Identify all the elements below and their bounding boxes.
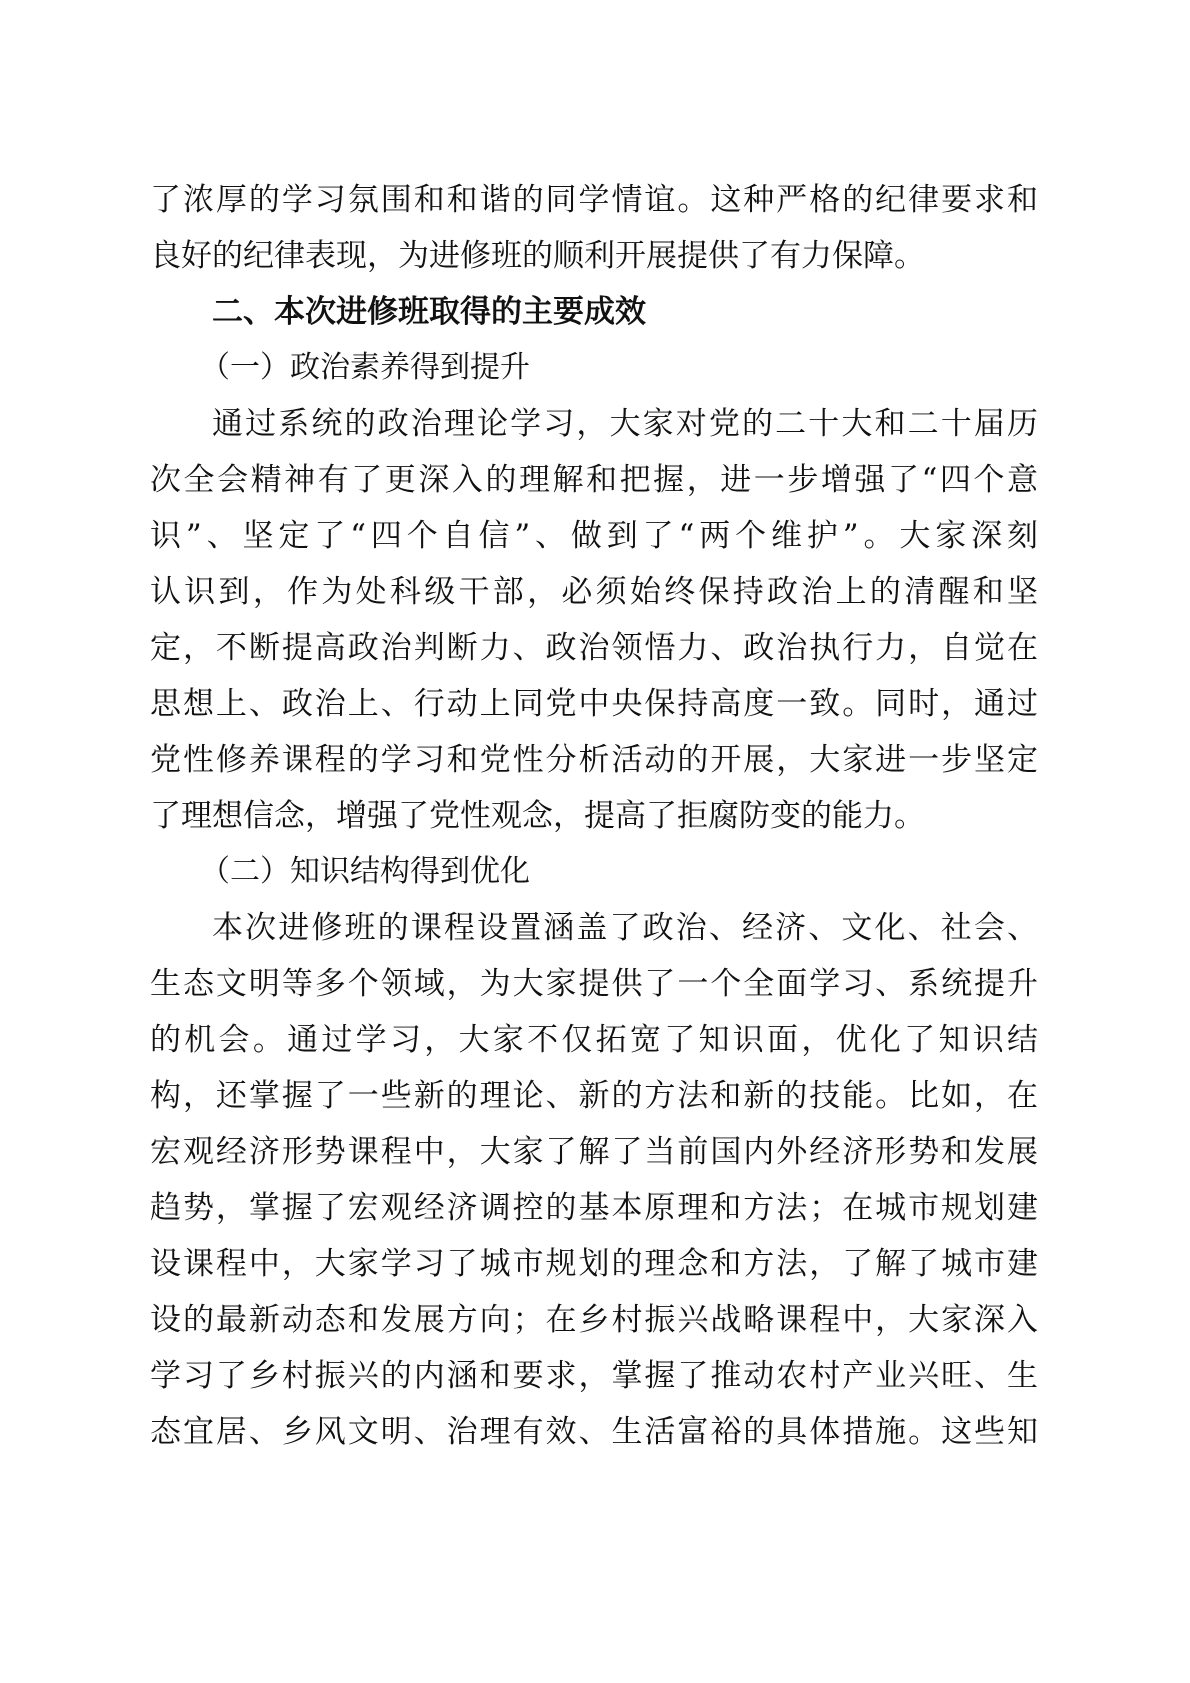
paragraph-line: 了理想信念，增强了党性观念，提高了拒腐防变的能力。 xyxy=(150,798,925,834)
document-page xyxy=(150,172,1038,1460)
paragraph-line: 态宜居、乡风文明、治理有效、生活富裕的具体措施。这些知 xyxy=(150,1414,1038,1450)
paragraph-line: 通过系统的政治理论学习，大家对党的二十大和二十届历 xyxy=(212,406,1038,442)
paragraph-line: 认识到，作为处科级干部，必须始终保持政治上的清醒和坚 xyxy=(150,574,1038,610)
paragraph-line: 宏观经济形势课程中，大家了解了当前国内外经济形势和发展 xyxy=(150,1134,1038,1170)
paragraph-line: 设课程中，大家学习了城市规划的理念和方法，了解了城市建 xyxy=(150,1246,1038,1282)
knowledge-structure-paragraph xyxy=(150,900,1038,1460)
paragraph-line: 本次进修班的课程设置涵盖了政治、经济、文化、社会、 xyxy=(212,910,1038,946)
paragraph-line: 学习了乡村振兴的内涵和要求，掌握了推动农村产业兴旺、生 xyxy=(150,1358,1038,1394)
paragraph-line: 设的最新动态和发展方向；在乡村振兴战略课程中，大家深入 xyxy=(150,1302,1038,1338)
paragraph-line: 党性修养课程的学习和党性分析活动的开展，大家进一步坚定 xyxy=(150,742,1038,778)
paragraph-line: 构，还掌握了一些新的理论、新的方法和新的技能。比如，在 xyxy=(150,1078,1038,1114)
paragraph-line: 次全会精神有了更深入的理解和把握，进一步增强了“四个意 xyxy=(150,462,1038,498)
intro-paragraph xyxy=(150,172,1038,284)
section-heading: 二、本次进修班取得的主要成效 xyxy=(212,294,646,330)
paragraph-line: 的机会。通过学习，大家不仅拓宽了知识面，优化了知识结 xyxy=(150,1022,1038,1058)
paragraph-line: 生态文明等多个领域，为大家提供了一个全面学习、系统提升 xyxy=(150,966,1038,1002)
subsection-heading xyxy=(150,340,1038,396)
paragraph-line: 识”、坚定了“四个自信”、做到了“两个维护”。大家深刻 xyxy=(150,518,1038,554)
political-literacy-paragraph xyxy=(150,396,1038,844)
paragraph-line: 定，不断提高政治判断力、政治领悟力、政治执行力，自觉在 xyxy=(150,630,1038,666)
subsection-heading-text: （一）政治素养得到提升 xyxy=(200,350,530,385)
paragraph-line: 良好的纪律表现，为进修班的顺利开展提供了有力保障。 xyxy=(150,238,925,274)
paragraph-line: 了浓厚的学习氛围和和谐的同学情谊。这种严格的纪律要求和 xyxy=(150,182,1038,218)
subsection-heading xyxy=(150,844,1038,900)
subsection-heading-text: （二）知识结构得到优化 xyxy=(200,854,530,889)
paragraph-line: 趋势，掌握了宏观经济调控的基本原理和方法；在城市规划建 xyxy=(150,1190,1038,1226)
paragraph-line: 思想上、政治上、行动上同党中央保持高度一致。同时，通过 xyxy=(150,686,1038,722)
